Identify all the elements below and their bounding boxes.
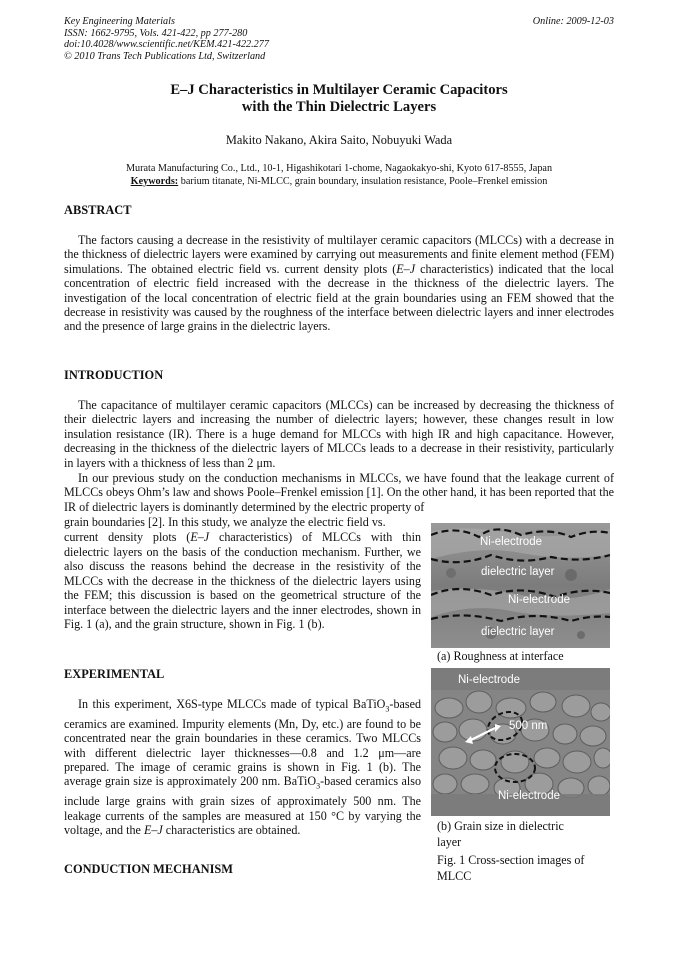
- abstract-heading: ABSTRACT: [64, 203, 132, 217]
- figure-a-caption: (a) Roughness at interface: [437, 649, 564, 663]
- exp-text-a: In this experiment, X6S-type MLCCs made of typical BaTiO: [78, 697, 386, 711]
- figure-main-caption-line-2: MLCC: [437, 868, 472, 883]
- figure-b-caption-line-1: (b) Grain size in dielectric: [437, 819, 564, 833]
- journal-name: Key Engineering Materials: [64, 16, 175, 27]
- keywords-line: [0, 175, 678, 188]
- title-line-2: with the Thin Dielectric Layers: [241, 99, 437, 115]
- exp-sub-1: 3: [385, 704, 390, 714]
- copyright-line: © 2010 Trans Tech Publications Ltd, Switzerland: [64, 50, 266, 62]
- fig-a-label-ni-2: Ni-electrode: [508, 594, 570, 606]
- exp-text-c: -based ceramics also include large grains with grain sizes of approximately 500 nm. The leakage currents of the samples are measured at 150 °C by varying the voltage, and the: [64, 774, 421, 838]
- intro-ej: E–J: [190, 530, 210, 544]
- figure-a-micrograph: [431, 523, 610, 648]
- doi-line: doi:10.4028/www.scientific.net/KEM.421-422.277: [64, 39, 269, 51]
- figure-b-caption-line-2: layer: [437, 834, 462, 849]
- figure-main-caption: [437, 853, 584, 884]
- issn-line: ISSN: 1662-9795, Vols. 421-422, pp 277-280: [64, 27, 248, 39]
- fig-b-label-ni-bottom: Ni-electrode: [498, 790, 560, 802]
- paper-title: [0, 82, 678, 116]
- figure-b-micrograph: [431, 668, 610, 816]
- figure-main-caption-line-1: Fig. 1 Cross-section images of: [437, 853, 585, 867]
- figure-b-caption: [437, 819, 564, 850]
- introduction-heading: INTRODUCTION: [64, 368, 164, 382]
- conduction-heading: CONDUCTION MECHANISM: [64, 862, 233, 876]
- abstract-text-b: characteristics) indicated that the local concentration of electric field increased with the decrease in the thickness of the dielectric layers. The investigation of the local concentration of electric field at the grain boundaries using an FEM showed that the decrease in resistivity was caused by the roughness of the interface between dielectric layers and inner electrodes and the presence of large grains in the dielectric layers.: [64, 261, 614, 334]
- journal-header: [64, 16, 269, 62]
- intro-paragraph-2-rest: dielectric layers on the basis of the conduction mechanism. Further, we also discuss the reasons behind the decrease in the resistivity of the MLCCs with the decrease in the thickness of the dielectric layers using the FEM; this discussion is based on the geometrical structure of the interface between the dielectric layers and the inner electrodes, shown in Fig. 1 (a), and the grain structure, shown in Fig. 1 (b).: [64, 545, 421, 632]
- abstract-ej: E–J: [396, 261, 416, 276]
- abstract-paragraph: [64, 233, 614, 334]
- fig-a-label-dielectric-1: dielectric layer: [481, 566, 555, 578]
- exp-text-b: -based ceramics are examined. Impurity elements (Mn, Dy, etc.) are found to be concentrated near the grain boundaries in these ceramics. Two MLCCs with different dielectric layer thicknesses—0.8 and 1.2 μm—are prepared. The image of ceramic grains is shown in Fig. 1 (b). The average grain size is approximately 200 nm. BaTiO: [64, 697, 421, 789]
- intro-line-ej: [64, 530, 421, 544]
- affiliation: Murata Manufacturing Co., Ltd., 10-1, Higashikotari 1-chome, Nagaokakyo-shi, Kyoto 617-8555, Japan: [125, 163, 553, 174]
- experimental-paragraph: [64, 697, 421, 837]
- intro-ej-text-b: characteristics) of MLCCs with thin: [209, 530, 421, 544]
- exp-ej: E–J: [143, 823, 163, 838]
- intro-line-grain: grain boundaries [2]. In this study, we analyze the electric field vs.: [64, 515, 386, 529]
- online-date: Online: 2009-12-03: [532, 16, 614, 27]
- keywords-label: Keywords:: [130, 176, 179, 187]
- experimental-heading: EXPERIMENTAL: [64, 667, 165, 681]
- exp-text-d: characteristics are obtained.: [162, 823, 301, 838]
- intro-paragraph-2: In our previous study on the conduction mechanisms in MLCCs, we have found that the leakage current of MLCCs obeys Ohm’s law and shows Poole–Frenkel emission [1]. On the other hand, it has been reported that the IR of dielectric layers is dominantly determined by the electric property of: [64, 471, 614, 514]
- abstract-text-a: The factors causing a decrease in the resistivity of multilayer ceramic capacitors (MLCCs) with a decrease in the thickness of dielectric layers were examined by carrying out measurements and finite element method (FEM) simulations. The obtained electric field vs. current density plots (: [64, 233, 614, 276]
- intro-paragraph-1: The capacitance of multilayer ceramic capacitors (MLCCs) can be increased by decreasing the thickness of their dielectric layers and increasing the number of dielectric layers; however, these changes result in low insulation resistance (IR). There is a huge demand for MLCCs with high IR and high capacitance. However, decreasing in the thickness of the dielectric layers of MLCCs leads to a decrease in their resistivity, particularly in layers with a thickness of less than 2 μm.: [64, 398, 614, 470]
- affiliation-block: [0, 162, 678, 188]
- author-list: Makito Nakano, Akira Saito, Nobuyuki Wada: [225, 133, 453, 147]
- fig-a-label-dielectric-2: dielectric layer: [481, 626, 555, 638]
- fig-a-label-ni-1: Ni-electrode: [480, 536, 542, 548]
- intro-ej-text-a: current density plots (: [64, 530, 191, 544]
- exp-sub-2: 3: [316, 781, 321, 791]
- fig-b-label-scale: 500 nm: [509, 720, 548, 732]
- title-line-1: E–J Characteristics in Multilayer Ceramic Capacitors: [170, 82, 508, 98]
- fig-b-label-ni-top: Ni-electrode: [458, 674, 520, 686]
- keywords-text: barium titanate, Ni-MLCC, grain boundary, insulation resistance, Poole–Frenkel emission: [178, 176, 548, 187]
